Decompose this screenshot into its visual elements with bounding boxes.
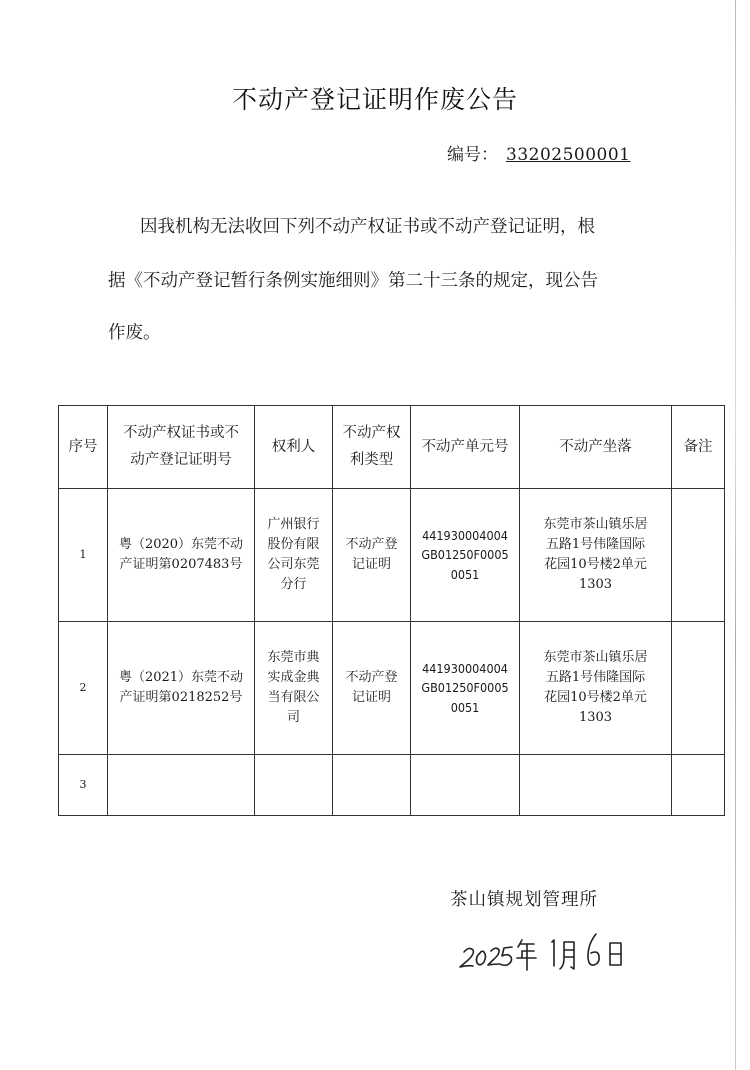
row-location	[520, 489, 672, 622]
page-title: 不动产登记证明作废公告	[231, 85, 518, 114]
row-seq: 1	[59, 489, 108, 622]
location-line: 五路1号伟隆国际	[545, 669, 646, 685]
row-holder	[255, 755, 333, 816]
paragraph-line-1: 因我机构无法收回下列不动产权证书或不动产登记证明，根	[140, 217, 595, 237]
row-note	[672, 489, 725, 622]
certificate-line-1: 粤（2021）东莞不动	[118, 669, 244, 685]
document-number-value: 33202500001	[506, 145, 631, 165]
location-line: 花园10号楼2单元	[544, 557, 647, 572]
header-holder: 权利人	[255, 406, 333, 489]
header-note: 备注	[672, 406, 725, 489]
holder-line: 广州银行	[267, 516, 320, 532]
paragraph-line-2: 据《不动产登记暂行条例实施细则》第二十三条的规定，现公告	[108, 271, 598, 291]
header-certificate-number	[108, 406, 255, 489]
table-row	[59, 755, 725, 816]
header-right-type	[333, 406, 411, 489]
location-line: 东莞市茶山镇乐居	[543, 516, 648, 532]
right-type-line-1: 不动产登	[345, 536, 398, 552]
row-certificate-number	[108, 489, 255, 622]
row-seq: 3	[59, 755, 108, 816]
header-certificate-line-1: 不动产权证书或不	[123, 425, 239, 442]
handwritten-date	[450, 926, 630, 976]
location-line: 1303	[578, 577, 613, 593]
paragraph-line-3: 作废。	[108, 323, 161, 343]
unit-line: GB01250F0005	[421, 680, 509, 696]
unit-line: 441930004004	[422, 660, 508, 676]
certificate-line-2: 产证明第0218252号	[119, 690, 243, 705]
row-unit-number	[411, 622, 520, 755]
row-location	[520, 755, 672, 816]
unit-line: 0051	[450, 566, 480, 582]
row-holder	[255, 622, 333, 755]
location-line: 东莞市茶山镇乐居	[543, 649, 648, 665]
header-location: 不动产坐落	[520, 406, 672, 489]
void-certificate-table	[58, 405, 725, 816]
header-unit-number: 不动产单元号	[411, 406, 520, 489]
table-row	[59, 489, 725, 622]
row-certificate-number	[108, 755, 255, 816]
handwritten-date-image	[450, 926, 630, 976]
row-unit-number	[411, 755, 520, 816]
right-type-line-1: 不动产登	[345, 669, 398, 685]
right-type-line-2: 记证明	[351, 690, 391, 705]
unit-line: GB01250F0005	[421, 547, 509, 563]
location-line: 花园10号楼2单元	[544, 690, 647, 705]
right-type-line-2: 记证明	[351, 557, 391, 572]
holder-line: 分行	[280, 577, 307, 593]
header-seq: 序号	[59, 406, 108, 489]
table-header-row	[59, 406, 725, 489]
row-seq: 2	[59, 622, 108, 755]
document-number-label: 编号：	[447, 145, 498, 165]
header-certificate-line-2: 动产登记证明号	[130, 452, 232, 468]
issuing-organization: 茶山镇规划管理所	[450, 890, 598, 910]
location-line: 五路1号伟隆国际	[545, 536, 646, 552]
row-note	[672, 622, 725, 755]
row-note	[672, 755, 725, 816]
location-line: 1303	[578, 710, 613, 726]
row-unit-number	[411, 489, 520, 622]
row-right-type	[333, 489, 411, 622]
holder-line: 东莞市典	[267, 649, 320, 665]
holder-line: 当有限公	[267, 690, 320, 705]
certificate-line-1: 粤（2020）东莞不动	[118, 536, 244, 552]
row-holder	[255, 489, 333, 622]
table-row	[59, 622, 725, 755]
row-certificate-number	[108, 622, 255, 755]
row-right-type	[333, 622, 411, 755]
document-number	[447, 140, 630, 165]
row-location	[520, 622, 672, 755]
header-right-type-line-2: 利类型	[349, 452, 394, 468]
holder-line: 股份有限	[267, 536, 320, 552]
unit-line: 441930004004	[422, 527, 508, 543]
header-right-type-line-1: 不动产权	[342, 425, 401, 442]
scan-edge	[735, 0, 736, 1070]
holder-line: 公司东莞	[267, 557, 320, 572]
certificate-line-2: 产证明第0207483号	[119, 557, 243, 572]
holder-line: 实成金典	[267, 669, 320, 685]
unit-line: 0051	[450, 699, 480, 715]
holder-line: 司	[286, 710, 300, 726]
row-right-type	[333, 755, 411, 816]
